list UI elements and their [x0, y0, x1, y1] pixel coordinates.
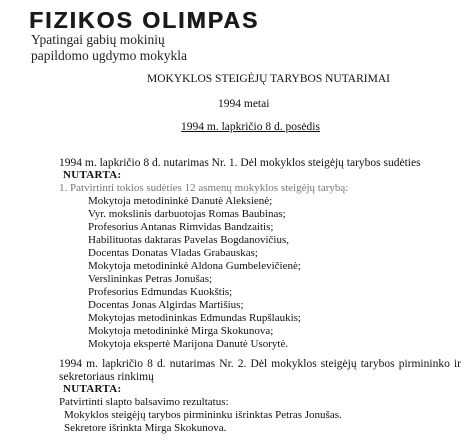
resolution-1-heading: 1994 m. lapkričio 8 d. nutarimas Nr. 1. Dėl mokyklos steigėjų tarybos sudėties — [59, 157, 421, 169]
member-item: Docentas Donatas Vladas Grabauskas; — [88, 247, 258, 259]
resolution-2-intro: Patvirtinti slapto balsavimo rezultatus: — [59, 396, 229, 408]
school-subtitle-line1: Ypatingai gabių mokinių — [31, 32, 165, 47]
resolution-1-intro: 1. Patvirtinti tokios sudėties 12 asmenų mokyklos steigėjų tarybą: — [59, 182, 349, 194]
resolution-2-heading-line1: 1994 m. lapkričio 8 d. nutarimas Nr. 2. Dėl mokyklos steigėjų tarybos pirmininko ir — [59, 358, 461, 370]
school-logo-text: FIZIKOS OLIMPAS — [29, 7, 260, 33]
document-title: MOKYKLOS STEIGĖJŲ TARYBOS NUTARIMAI — [147, 73, 390, 85]
document-year: 1994 metai — [218, 98, 270, 110]
member-item: Habilituotas daktaras Pavelas Bogdanovičius, — [88, 234, 290, 246]
resolution-2-nutarta: NUTARTA: — [63, 383, 122, 395]
election-result-item: Sekretore išrinkta Mirga Skokunova. — [64, 422, 227, 434]
session-heading: 1994 m. lapkričio 8 d. posėdis — [181, 121, 320, 133]
member-item: Mokytoja metodininkė Danutė Aleksienė; — [88, 195, 273, 207]
member-item: Profesorius Edmundas Kuokštis; — [88, 286, 233, 298]
member-item: Mokytojas metodininkas Edmundas Rupšlaukis; — [88, 312, 301, 324]
member-item: Mokytoja ekspertė Marijona Danutė Usorytė. — [88, 338, 289, 350]
member-item: Profesorius Antanas Rimvidas Bandzaitis; — [88, 221, 274, 233]
member-item: Docentas Jonas Algirdas Martišius; — [88, 299, 244, 311]
member-item: Mokytoja metodininkė Mirga Skokunova; — [88, 325, 274, 337]
member-item: Verslininkas Petras Jonušas; — [88, 273, 213, 285]
member-item: Vyr. mokslinis darbuotojas Romas Baubinas; — [88, 208, 286, 220]
election-result-item: Mokyklos steigėjų tarybos pirmininku išrinktas Petras Jonušas. — [64, 409, 342, 421]
school-subtitle-line2: papildomo ugdymo mokykla — [31, 48, 187, 63]
resolution-1-nutarta: NUTARTA: — [63, 169, 122, 181]
member-item: Mokytoja metodininkė Aldona Gumbelevičienė; — [88, 260, 301, 272]
resolution-2-heading-line2: sekretoriaus rinkimų — [59, 371, 154, 383]
